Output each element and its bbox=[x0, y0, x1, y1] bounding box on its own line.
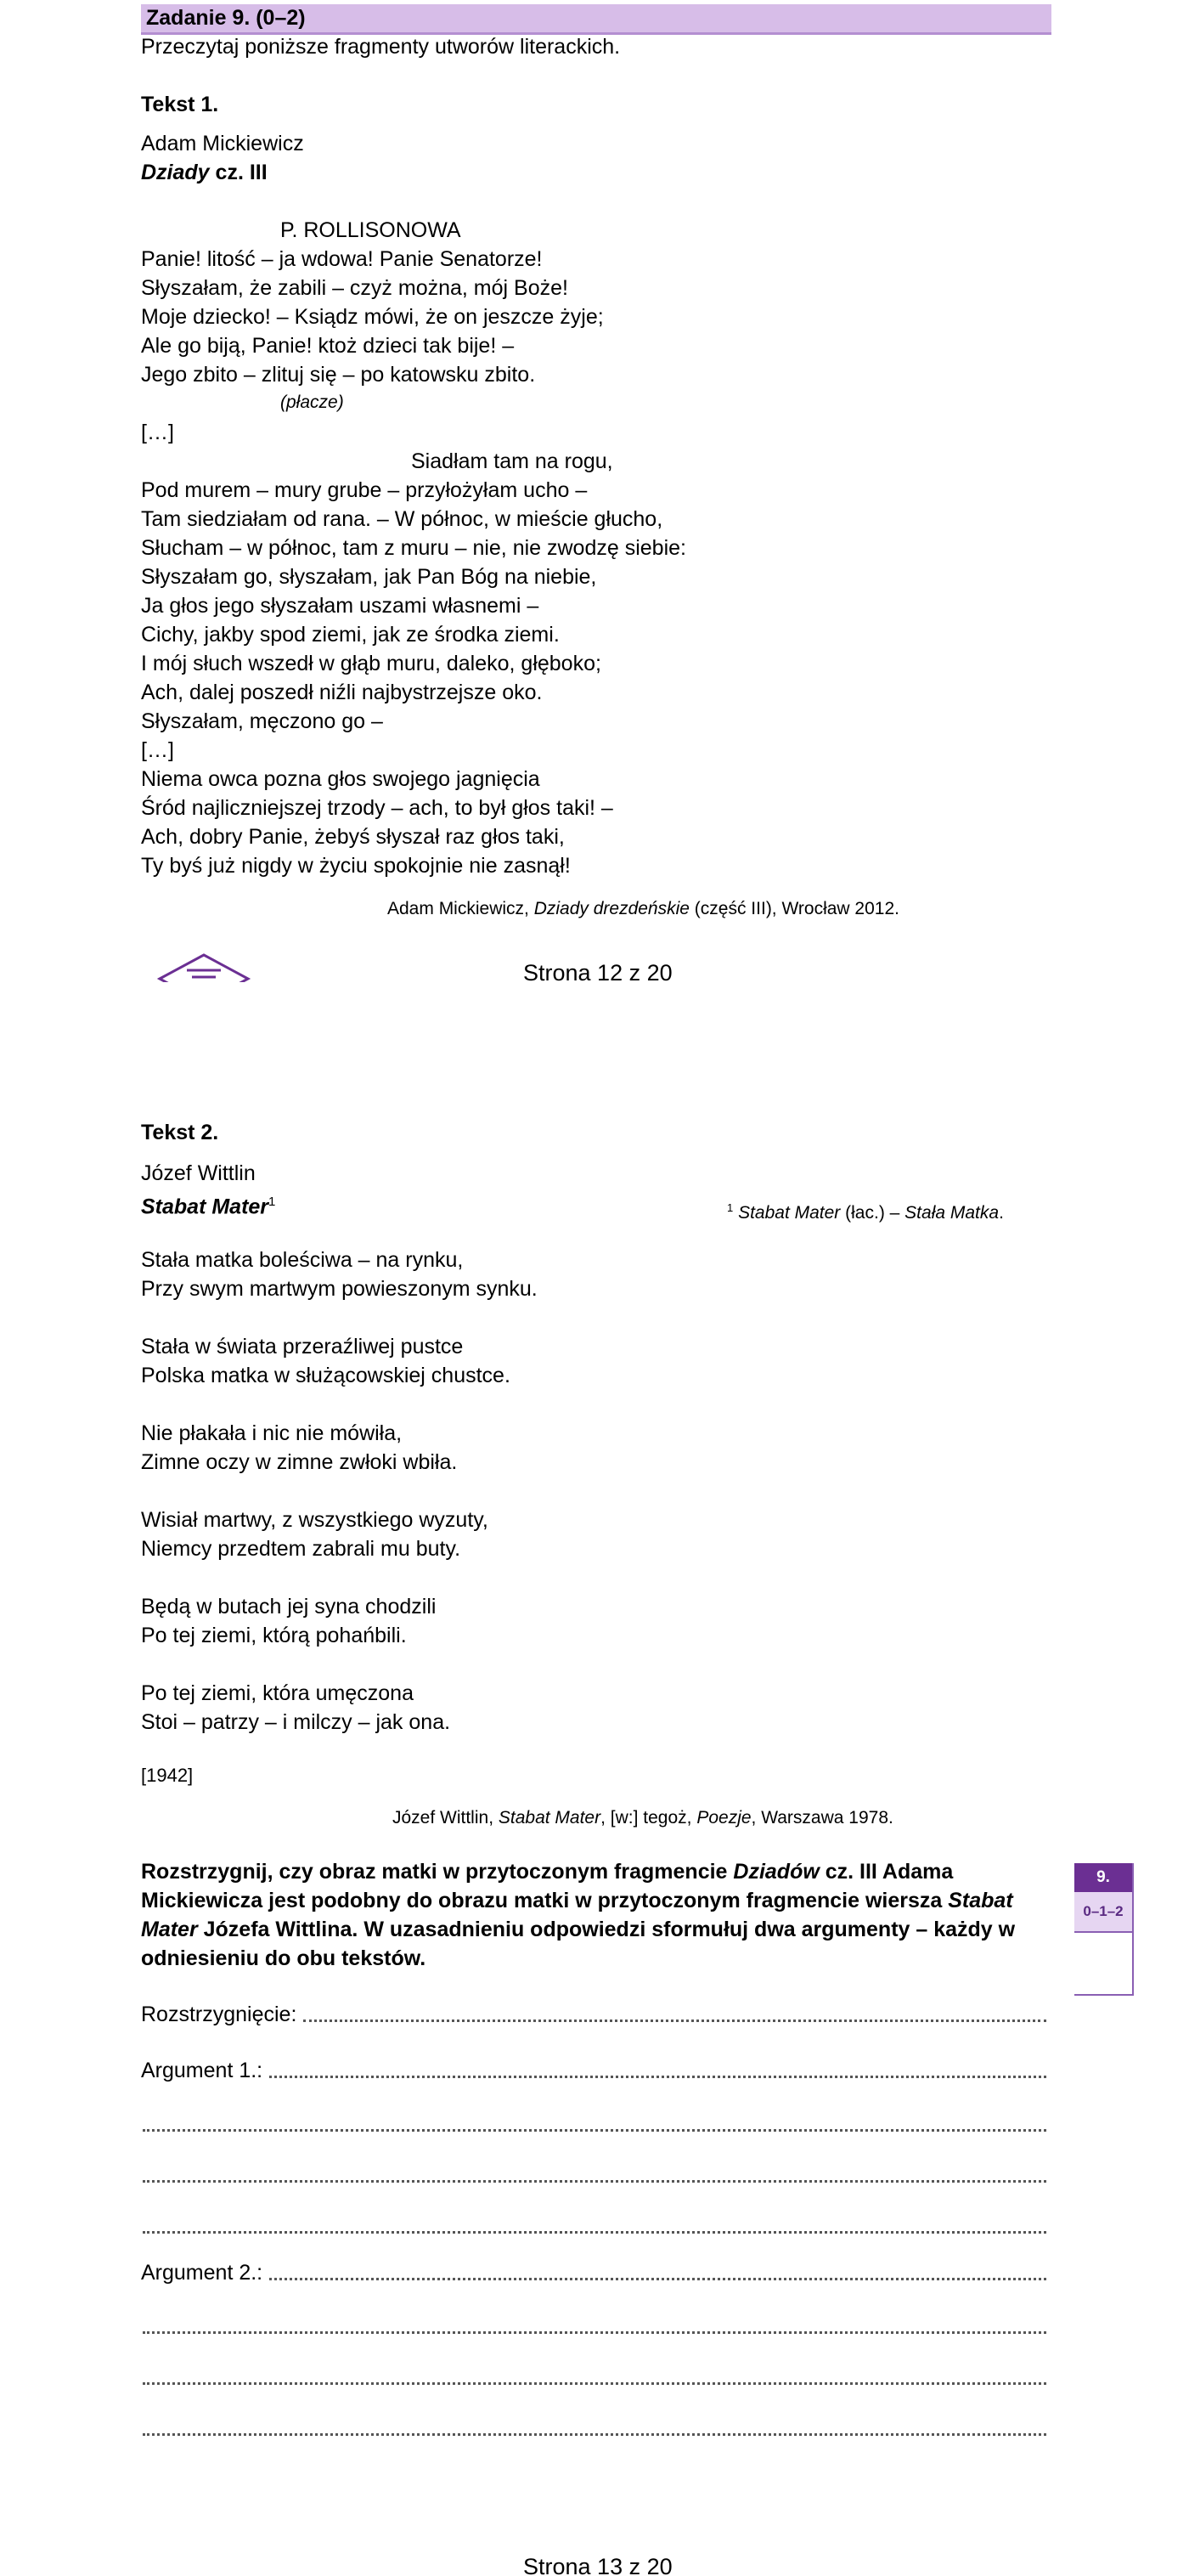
poem-line: Ja głos jego słyszałam uszami własnemi – bbox=[141, 594, 539, 618]
poem-year: [1942] bbox=[141, 1765, 194, 1786]
poem-line: Stoi – patrzy – i milczy – jak ona. bbox=[141, 1710, 451, 1734]
poem-line: Ach, dobry Panie, żebyś słyszał raz głos taki, bbox=[141, 825, 565, 849]
question-part2: cz. III Adama Mickiewicza jest podobny do obrazu matki w przytoczonym fragmencie wiersza bbox=[141, 1860, 954, 1912]
text1-title-part: cz. III bbox=[209, 161, 268, 184]
task-instruction: Przeczytaj poniższe fragmenty utworów literackich. bbox=[141, 35, 621, 59]
task-title: Zadanie 9. (0–2) bbox=[146, 6, 306, 30]
poem-line: Będą w butach jej syna chodzili bbox=[141, 1595, 437, 1618]
argument2-dotted-fill[interactable] bbox=[269, 2278, 1046, 2280]
argument1-line-2[interactable] bbox=[143, 2129, 1046, 2132]
page12-number-clip bbox=[0, 960, 1189, 982]
poem-line: Przy swym martwym powieszonym synku. bbox=[141, 1277, 538, 1301]
poem-line: Stała matka boleściwa – na rynku, bbox=[141, 1248, 464, 1272]
text1-heading: Tekst 1. bbox=[141, 93, 219, 116]
question-italic2: Stabat Mater bbox=[141, 1889, 1013, 1941]
poem-line: Wisiał martwy, z wszystkiego wyzuty, bbox=[141, 1508, 488, 1532]
question-italic1: Dziadów bbox=[733, 1860, 820, 1884]
poem-line: Pod murem – mury grube – przyłożyłam ucho – bbox=[141, 478, 588, 502]
argument2-line-4[interactable] bbox=[143, 2433, 1046, 2436]
poem-line: Po tej ziemi, która umęczona bbox=[141, 1681, 414, 1705]
poem-line: Śród najliczniejszej trzody – ach, to był głos taki! – bbox=[141, 796, 613, 820]
page12-number: Strona 12 z 20 bbox=[523, 960, 673, 982]
page13-number-clip bbox=[0, 2554, 1189, 2576]
poem-line: Niemcy przedtem zabrali mu buty. bbox=[141, 1537, 461, 1561]
footnote-translation: Stała Matka bbox=[904, 1203, 1000, 1223]
text2-author: Józef Wittlin bbox=[141, 1161, 256, 1185]
text2-heading: Tekst 2. bbox=[141, 1121, 219, 1144]
poem-line: Słyszałam, męczono go – bbox=[141, 709, 383, 733]
page13-number: Strona 13 z 20 bbox=[523, 2554, 673, 2576]
poem-line: Moje dziecko! – Ksiądz mówi, że on jeszcze żyje; bbox=[141, 305, 604, 329]
source-author: Józef Wittlin, bbox=[392, 1808, 499, 1827]
ellipsis: […] bbox=[141, 738, 174, 762]
argument1-answer-line[interactable] bbox=[141, 2056, 1046, 2085]
decision-label: Rozstrzygnięcie: bbox=[141, 2003, 297, 2026]
footnote-mark: 1 bbox=[268, 1195, 276, 1209]
text1-title-italic: Dziady bbox=[141, 161, 210, 184]
question-part1: Rozstrzygnij, czy obraz matki w przytoczonym fragmencie bbox=[141, 1860, 734, 1884]
source-title: Dziady drezdeńskie bbox=[533, 899, 690, 918]
argument1-dotted-fill[interactable] bbox=[269, 2076, 1046, 2078]
footnote-end: . bbox=[999, 1203, 1004, 1223]
source-mid: , [w:] tegoż, bbox=[600, 1808, 697, 1827]
text1-work-title bbox=[141, 158, 268, 187]
decision-dotted-fill[interactable] bbox=[303, 2020, 1046, 2022]
source-rest: (część III), Wrocław 2012. bbox=[689, 899, 899, 918]
score-box bbox=[1074, 1863, 1134, 1996]
question-part3: Józefa Wittlina. W uzasadnieniu odpowiedzi sformułuj dwa argumenty – każdy w odniesieniu do obu tekstów. bbox=[141, 1918, 1016, 1970]
argument2-answer-line[interactable] bbox=[141, 2258, 1046, 2287]
source-author: Adam Mickiewicz, bbox=[387, 899, 534, 918]
decision-answer-line[interactable] bbox=[141, 2000, 1046, 2029]
argument1-label: Argument 1.: bbox=[141, 2059, 263, 2082]
footnote-mid: (łac.) – bbox=[840, 1203, 905, 1223]
text2-title-text: Stabat Mater bbox=[141, 1195, 269, 1219]
poem-line: Polska matka w służącowskiej chustce. bbox=[141, 1364, 510, 1387]
stage-direction: (płacze) bbox=[280, 393, 344, 412]
poem-line: Po tej ziemi, którą pohańbili. bbox=[141, 1624, 407, 1647]
argument2-line-3[interactable] bbox=[143, 2382, 1046, 2385]
poem-line: Nie płakała i nic nie mówiła, bbox=[141, 1421, 403, 1445]
poem-line: Słucham – w północ, tam z muru – nie, nie zwodzę siebie: bbox=[141, 536, 686, 560]
poem-line: Panie! litość – ja wdowa! Panie Senatorze! bbox=[141, 247, 543, 271]
poem-line: Ach, dalej poszedł niźli najbystrzejsze oko. bbox=[141, 681, 543, 704]
footnote bbox=[727, 1196, 1004, 1225]
argument2-line-2[interactable] bbox=[143, 2331, 1046, 2334]
poem-line: I mój słuch wszedł w głąb muru, daleko, głęboko; bbox=[141, 652, 601, 675]
text2-work-title bbox=[141, 1188, 275, 1221]
question-text bbox=[141, 1857, 1051, 1973]
footnote-number: 1 bbox=[727, 1201, 734, 1214]
text1-source bbox=[387, 897, 899, 921]
source-book: Poezje bbox=[696, 1808, 752, 1827]
poem-line: Ale go biją, Panie! ktoż dzieci tak bije! – bbox=[141, 334, 515, 358]
poem-line: Słyszałam go, słyszałam, jak Pan Bóg na niebie, bbox=[141, 565, 597, 589]
argument2-label: Argument 2.: bbox=[141, 2261, 263, 2285]
poem-line: Słyszałam, że zabili – czyż można, mój Boże! bbox=[141, 276, 568, 300]
text2-source bbox=[392, 1806, 893, 1830]
poem-line-indented: Siadłam tam na rogu, bbox=[411, 449, 613, 473]
speaker-name: P. ROLLISONOWA bbox=[280, 218, 461, 242]
poem-line: Zimne oczy w zimne zwłoki wbiła. bbox=[141, 1450, 458, 1474]
score-points[interactable]: 0–1–2 bbox=[1074, 1892, 1132, 1933]
source-title: Stabat Mater bbox=[498, 1808, 601, 1827]
poem-line: Ty byś już nigdy w życiu spokojnie nie zasnął! bbox=[141, 854, 571, 878]
poem-line: Stała w świata przeraźliwej pustce bbox=[141, 1335, 464, 1359]
score-task-number: 9. bbox=[1074, 1863, 1132, 1892]
footnote-term: Stabat Mater bbox=[738, 1203, 841, 1223]
argument1-line-3[interactable] bbox=[143, 2180, 1046, 2183]
poem-line: Jego zbito – zlituj się – po katowsku zbito. bbox=[141, 363, 536, 387]
ellipsis: […] bbox=[141, 421, 174, 444]
text1-author: Adam Mickiewicz bbox=[141, 132, 304, 155]
argument1-line-4[interactable] bbox=[143, 2231, 1046, 2234]
poem-line: Cichy, jakby spod ziemi, jak ze środka ziemi. bbox=[141, 623, 560, 647]
task-header bbox=[141, 4, 1051, 35]
source-rest: , Warszawa 1978. bbox=[751, 1808, 893, 1827]
poem-line: Tam siedziałam od rana. – W północ, w mieście głucho, bbox=[141, 507, 663, 531]
poem-line: Niema owca pozna głos swojego jagnięcia bbox=[141, 767, 540, 791]
